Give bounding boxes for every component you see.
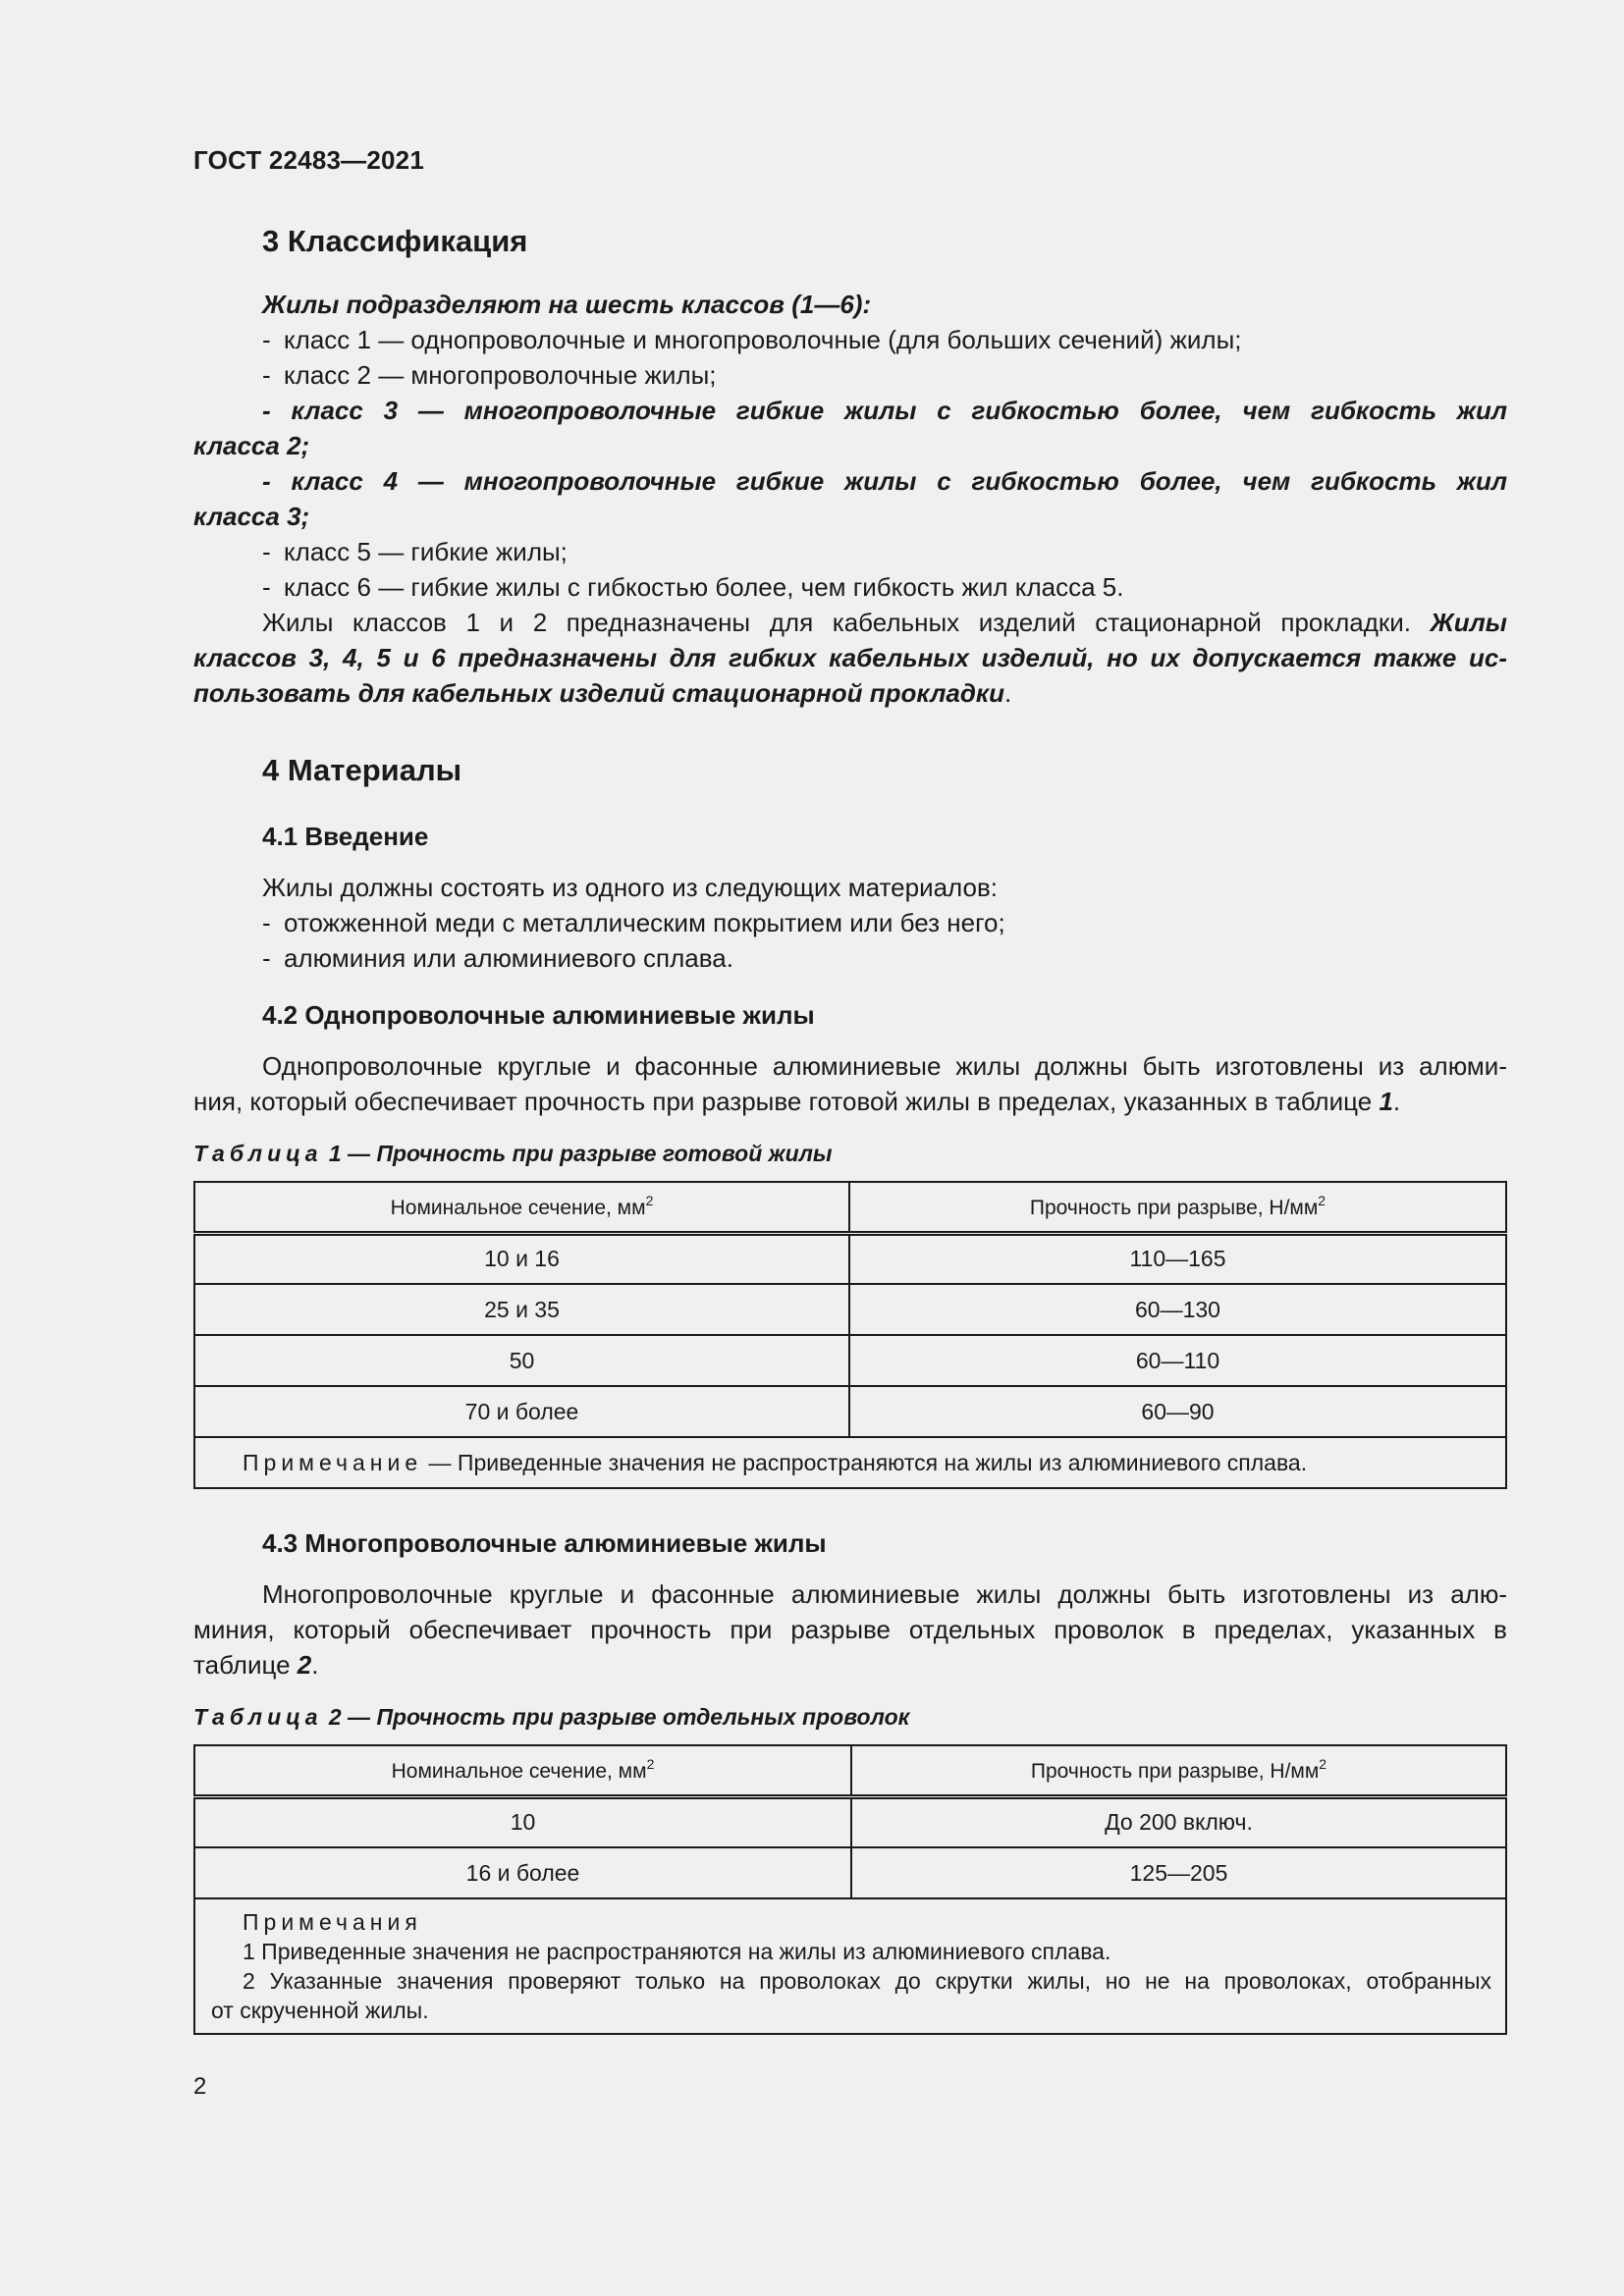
sub43-line2: миния, который обеспечивает прочность при разрыве отдельных проволок в пределах, указанных в (193, 1615, 1507, 1644)
table-1 (193, 1181, 1507, 1489)
table-cell-strength: 60—110 (849, 1335, 1506, 1386)
table-cell-section: 10 (194, 1796, 851, 1847)
class-5-item: - класс 5 — гибкие жилы; (262, 537, 568, 566)
section-3-heading: 3 Классификация (262, 224, 528, 258)
materials-intro: Жилы должны состоять из одного из следующих материалов: (262, 873, 999, 902)
table-cell-strength: 125—205 (851, 1847, 1506, 1898)
table-1-header-row (194, 1182, 1506, 1233)
section-3-body (193, 287, 1507, 711)
material-item-aluminium: - алюминия или алюминиевого сплава. (262, 943, 733, 973)
sub42-line1: Однопроволочные круглые и фасонные алюминиевые жилы должны быть изготовлены из алюми- (262, 1051, 1507, 1081)
class-2-item: - класс 2 — многопроволочные жилы; (262, 360, 717, 390)
notes-heading: Примечания (243, 1909, 422, 1935)
class-1-item: - класс 1 — однопроволочные и многопроволочные (для больших сечений) жилы; (262, 325, 1242, 354)
table-2-notes (194, 1898, 1506, 2034)
table-2-notes-row (194, 1898, 1506, 2034)
class-3-item-line1: - класс 3 — многопроволочные гибкие жилы с гибкостью более, чем гибкость жил (262, 396, 1507, 425)
subsection-4-3-heading: 4.3 Многопроволочные алюминиевые жилы (262, 1528, 827, 1558)
subsection-4-1-heading: 4.1 Введение (262, 822, 429, 851)
table-cell-section: 50 (194, 1335, 849, 1386)
section-4-heading: 4 Материалы (262, 753, 462, 787)
note-2-line2: от скрученной жилы. (211, 1998, 429, 2023)
table-cell-section: 10 и 16 (194, 1233, 849, 1284)
class-3-item-line2: класса 2; (193, 431, 310, 460)
note-2-line1: 2 Указанные значения проверяют только на проволоках до скрутки жилы, но не на проволоках, отобранных (243, 1968, 1491, 1994)
class-4-item-line1: - класс 4 — многопроволочные гибкие жилы с гибкостью более, чем гибкость жил (262, 466, 1507, 496)
table-1-col-section: Номинальное сечение, $мм^2$ (194, 1182, 849, 1233)
standard-code-header: ГОСТ 22483—2021 (193, 145, 424, 175)
table-2-col-strength: Прочность при разрыве, $Н/мм^2$ (851, 1745, 1506, 1796)
table-cell-strength: До 200 включ. (851, 1796, 1506, 1847)
table-row (194, 1233, 1506, 1284)
table-row (194, 1335, 1506, 1386)
table-row (194, 1847, 1506, 1898)
table-1-caption: Таблица 1 — Прочность при разрыве готовой жилы (193, 1141, 833, 1166)
table-2-col-section: Номинальное сечение, $мм^2$ (194, 1745, 851, 1796)
table-cell-strength: 60—130 (849, 1284, 1506, 1335)
table-cell-section: 25 и 35 (194, 1284, 849, 1335)
subsection-4-2-body (193, 1048, 1507, 1119)
sub43-line3: таблице 2. (193, 1650, 319, 1680)
classes-intro: Жилы подразделяют на шесть классов (1—6): (262, 290, 872, 319)
table-1-col-strength: Прочность при разрыве, $Н/мм^2$ (849, 1182, 1506, 1233)
table-row (194, 1796, 1506, 1847)
material-item-copper: - отожженной меди с металлическим покрытием или без него; (262, 908, 1005, 937)
subsection-4-2-heading: 4.2 Однопроволочные алюминиевые жилы (262, 1000, 815, 1030)
table-1-note-row (194, 1437, 1506, 1488)
page-number: 2 (193, 2073, 207, 2100)
table-cell-section: 16 и более (194, 1847, 851, 1898)
table-cell-section: 70 и более (194, 1386, 849, 1437)
table-2-caption: Таблица 2 — Прочность при разрыве отдельных проволок (193, 1704, 910, 1730)
class-4-item-line2: класса 3; (193, 502, 310, 531)
table-1-note: Примечание — Приведенные значения не распространяются на жилы из алюминиевого сплава. (194, 1437, 1506, 1488)
sub43-line1: Многопроволочные круглые и фасонные алюминиевые жилы должны быть изготовлены из алю- (262, 1579, 1507, 1609)
subsection-4-1-body (193, 870, 1507, 976)
table-2 (193, 1744, 1507, 2035)
table-cell-strength: 60—90 (849, 1386, 1506, 1437)
subsection-4-3-body (193, 1576, 1507, 1682)
note-1: 1 Приведенные значения не распространяются на жилы из алюминиевого сплава. (243, 1939, 1111, 1964)
class-6-item: - класс 6 — гибкие жилы с гибкостью более, чем гибкость жил класса 5. (262, 572, 1124, 602)
table-row (194, 1284, 1506, 1335)
classes-purpose-line1: Жилы классов 1 и 2 предназначены для кабельных изделий стационарной прокладки. Жилы (262, 608, 1507, 637)
table-2-header-row (194, 1745, 1506, 1796)
table-cell-strength: 110—165 (849, 1233, 1506, 1284)
classes-purpose-line3: пользовать для кабельных изделий стационарной прокладки. (193, 678, 1012, 708)
classes-purpose-line2: классов 3, 4, 5 и 6 предназначены для гибких кабельных изделий, но их допускается также ис- (193, 643, 1507, 672)
sub42-line2: ния, который обеспечивает прочность при разрыве готовой жилы в пределах, указанных в таблице 1. (193, 1087, 1401, 1116)
table-row (194, 1386, 1506, 1437)
